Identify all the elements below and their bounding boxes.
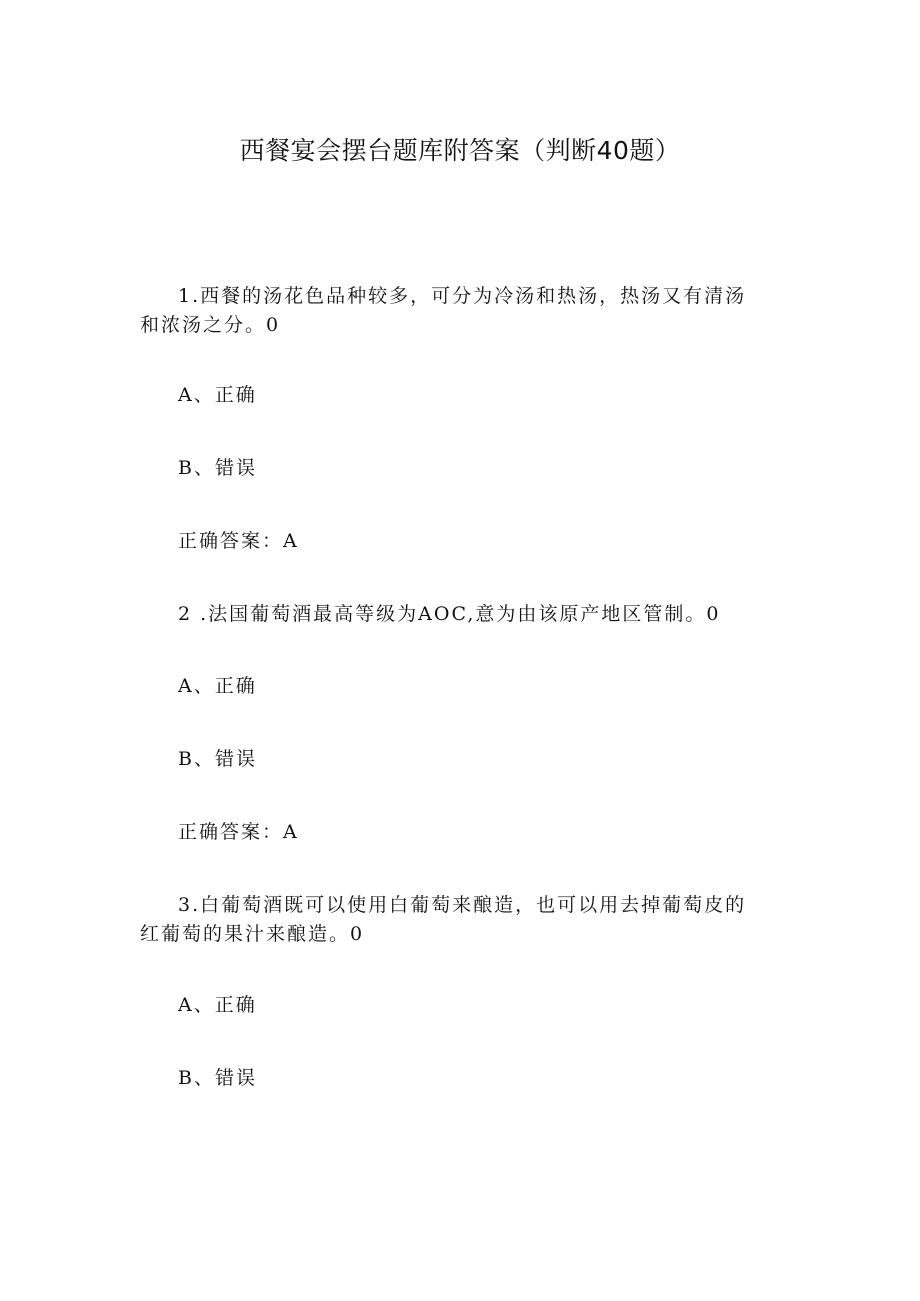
question-3-stem-line-2: 红葡萄的果汁来酿造。0 (140, 923, 365, 945)
question-3-stem-line-1: 3.白葡萄酒既可以使用白葡萄来酿造，也可以用去掉葡萄皮的 (178, 894, 747, 916)
question-2-stem-line-1: 2 .法国葡萄酒最高等级为AOC,意为由该原产地区管制。0 (178, 603, 721, 625)
document-title: 西餐宴会摆台题库附答案（判断40题） (239, 136, 681, 165)
question-3-option-b: B、错误 (178, 1067, 257, 1089)
question-2-option-b: B、错误 (178, 748, 257, 770)
question-2-answer: 正确答案：A (178, 821, 299, 843)
question-1-stem-line-1: 1.西餐的汤花色品种较多，可分为冷汤和热汤，热汤又有清汤 (178, 285, 747, 307)
question-2-option-a: A、正确 (178, 675, 257, 697)
question-1-option-a: A、正确 (178, 384, 257, 406)
question-1-option-b: B、错误 (178, 457, 257, 479)
question-3-option-a: A、正确 (178, 994, 257, 1016)
question-1-answer: 正确答案：A (178, 530, 299, 552)
question-1-stem-line-2: 和浓汤之分。0 (140, 314, 281, 336)
